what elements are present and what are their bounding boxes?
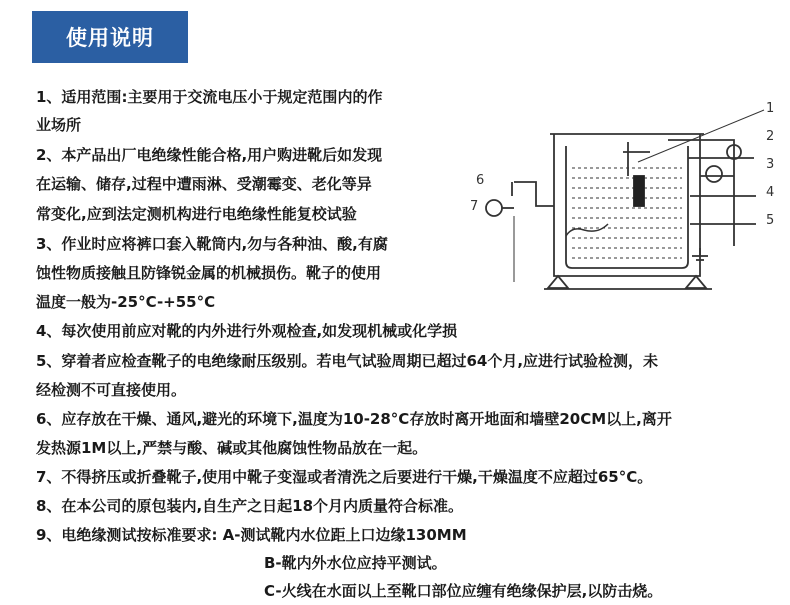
instruction-line: 8、在本公司的原包装内,自生产之日起18个月内质量符合标准。 xyxy=(36,497,464,515)
diagram-label: 2 xyxy=(766,129,775,144)
instruction-line: 9、电绝缘测试按标准要求: A-测试靴内水位距上口边缘130MM xyxy=(36,526,467,544)
instruction-line: 4、每次使用前应对靴的内外进行外观检查,如发现机械或化学损 xyxy=(36,322,458,340)
diagram-label: 7 xyxy=(470,199,479,214)
instruction-line: 常变化,应到法定测机构进行电绝缘性能复校试验 xyxy=(36,205,357,223)
diagram-label: 3 xyxy=(766,157,775,172)
instruction-line: 经检测不可直接使用。 xyxy=(36,381,187,399)
instruction-line: 在运输、储存,过程中遭雨淋、受潮霉变、老化等异 xyxy=(36,175,372,193)
diagram-label: 6 xyxy=(476,173,485,188)
diagram-label: 4 xyxy=(766,185,775,200)
instruction-line: 发热源1M以上,严禁与酸、碱或其他腐蚀性物品放在一起。 xyxy=(36,439,428,457)
diagram-label: 1 xyxy=(766,101,775,116)
instruction-line: B-靴内外水位应持平测试。 xyxy=(264,554,447,572)
instruction-line: 1、适用范围:主要用于交流电压小于规定范围内的作 xyxy=(36,88,383,106)
instruction-line: 业场所 xyxy=(36,116,82,134)
instruction-line: 5、穿着者应检查靴子的电绝缘耐压级别。若电气试验周期已超过64个月,应进行试验检测，未 xyxy=(36,352,659,370)
insulation-test-diagram xyxy=(468,96,780,306)
instruction-line: 温度一般为-25°C-+55°C xyxy=(36,293,216,311)
instruction-line: C-火线在水面以上至靴口部位应缠有绝缘保护层,以防击烧。 xyxy=(264,582,663,600)
instruction-line: 2、本产品出厂电绝缘性能合格,用户购进靴后如发现 xyxy=(36,146,383,164)
instruction-line: 7、不得挤压或折叠靴子,使用中靴子变湿或者清洗之后要进行干燥,干燥温度不应超过65°C。 xyxy=(36,468,653,486)
instruction-line: 6、应存放在干燥、通风,避光的环境下,温度为10-28°C存放时离开地面和墙壁20CM以上,离开 xyxy=(36,410,672,428)
section-title: 使用说明 xyxy=(32,11,188,63)
diagram-label: 5 xyxy=(766,213,775,228)
instruction-line: 蚀性物质接触且防锋锐金属的机械损伤。靴子的使用 xyxy=(36,264,382,282)
instruction-line: 3、作业时应将裤口套入靴筒内,勿与各种油、酸,有腐 xyxy=(36,235,388,253)
